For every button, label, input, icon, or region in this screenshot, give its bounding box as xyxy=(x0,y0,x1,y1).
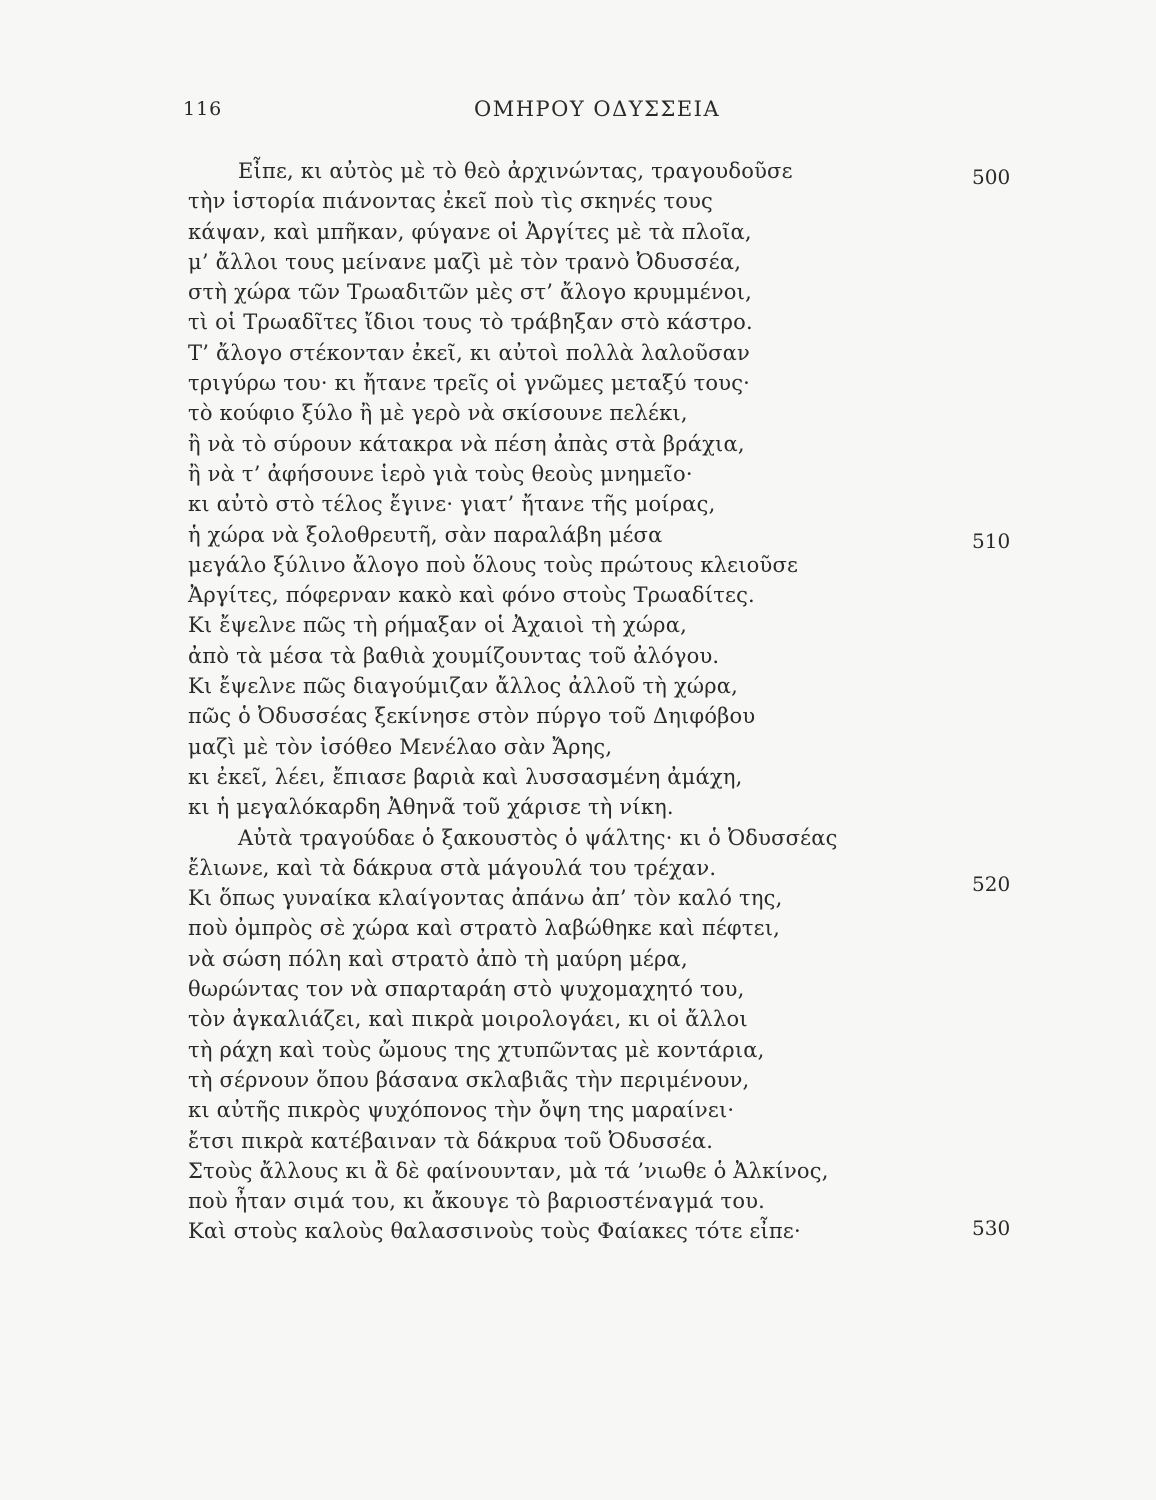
verse-line: κάψαν, καὶ μπῆκαν, φύγανε οἱ Ἀργίτες μὲ τὰ πλοῖα, xyxy=(188,219,752,244)
verse-line: ἀπὸ τὰ μέσα τὰ βαθιὰ χουμίζουντας τοῦ ἀλόγου. xyxy=(188,643,720,668)
verse-line: τὴ ράχη καὶ τοὺς ὤμους της χτυπῶντας μὲ κοντάρια, xyxy=(188,1037,765,1062)
verse-line: Τ’ ἄλογο στέκονταν ἐκεῖ, κι αὐτοὶ πολλὰ λαλοῦσαν xyxy=(188,340,750,365)
verse-line: μ’ ἄλλοι τους μείνανε μαζὶ μὲ τὸν τρανὸ Ὀδυσσέα, xyxy=(188,249,742,274)
verse-line: Κι ἔψελνε πῶς τὴ ρήμαξαν οἱ Ἀχαιοὶ τὴ χώρα, xyxy=(188,613,687,638)
verse-line: ἢ νὰ τ’ ἀφήσουνε ἱερὸ γιὰ τοὺς θεοὺς μνημεῖο· xyxy=(188,461,693,486)
running-title: ΟΜΗΡΟΥ ΟΔΥΣΣΕΙΑ xyxy=(474,97,721,121)
verse-line: Αὐτὰ τραγούδαε ὁ ξακουστὸς ὁ ψάλτης· κι ὁ Ὀδυσσέας xyxy=(238,825,838,850)
verse-line: ἔλιωνε, καὶ τὰ δάκρυα στὰ μάγουλά του τρέχαν. xyxy=(188,855,717,880)
verse-line: τὸ κούφιο ξύλο ἢ μὲ γερὸ νὰ σκίσουνε πελέκι, xyxy=(188,401,688,426)
verse-line: ἡ χώρα νὰ ξολοθρευτῆ, σὰν παραλάβη μέσα xyxy=(188,522,663,547)
line-number: 530 xyxy=(972,1216,1011,1240)
page-number: 116 xyxy=(183,98,223,120)
verse-line: Εἶπε, κι αὐτὸς μὲ τὸ θεὸ ἀρχινώντας, τραγουδοῦσε xyxy=(238,159,793,183)
verse-line: τὶ οἱ Τρωαδῖτες ἴδιοι τους τὸ τράβηξαν στὸ κάστρο. xyxy=(188,310,753,335)
verse-line: Καὶ στοὺς καλοὺς θαλασσινοὺς τοὺς Φαίακες τότε εἶπε· xyxy=(188,1219,801,1244)
verse-line: πῶς ὁ Ὀδυσσέας ξεκίνησε στὸν πύργο τοῦ Δηιφόβου xyxy=(188,704,756,729)
verse-line: Ἀργίτες, πόφερναν κακὸ καὶ φόνο στοὺς Τρωαδίτες. xyxy=(188,583,755,608)
verse-line: τὴ σέρνουν ὅπου βάσανα σκλαβιᾶς τὴν περιμένουν, xyxy=(188,1067,750,1092)
verse-line: κι αὐτῆς πικρὸς ψυχόπονος τὴν ὄψη της μαραίνει· xyxy=(188,1098,735,1123)
verse-line: ποὺ ὀμπρὸς σὲ χώρα καὶ στρατὸ λαβώθηκε καὶ πέφτει, xyxy=(188,916,781,941)
verse-line: τὴν ἱστορία πιάνοντας ἐκεῖ ποὺ τὶς σκηνές τους xyxy=(188,189,714,214)
verse-line: μεγάλο ξύλινο ἄλογο ποὺ ὅλους τοὺς πρώτους κλειοῦσε xyxy=(188,552,799,577)
verse-line: μαζὶ μὲ τὸν ἰσόθεο Μενέλαο σὰν Ἄρης, xyxy=(188,734,613,759)
verse-line: τὸν ἀγκαλιάζει, καὶ πικρὰ μοιρολογάει, κι οἱ ἄλλοι xyxy=(188,1007,748,1032)
verse-line: νὰ σώση πόλη καὶ στρατὸ ἀπὸ τὴ μαύρη μέρα, xyxy=(188,946,688,971)
verse-line: ποὺ ἦταν σιμά του, κι ἄκουγε τὸ βαριοστέναγμά του. xyxy=(188,1189,766,1214)
verse-body xyxy=(188,156,928,1247)
verse-line: θωρώντας τον νὰ σπαρταράη στὸ ψυχομαχητό του, xyxy=(188,977,745,1002)
verse-line: κι ἐκεῖ, λέει, ἔπιασε βαριὰ καὶ λυσσασμένη ἀμάχη, xyxy=(188,764,743,789)
verse-line: στὴ χώρα τῶν Τρωαδιτῶν μὲς στ’ ἄλογο κρυμμένοι, xyxy=(188,280,752,305)
verse-line: τριγύρω του· κι ἤτανε τρεῖς οἱ γνῶμες μεταξύ τους· xyxy=(188,371,751,396)
verse-line: Κι ὅπως γυναίκα κλαίγοντας ἀπάνω ἀπ’ τὸν καλό της, xyxy=(188,886,783,911)
verse-line: ἔτσι πικρὰ κατέβαιναν τὰ δάκρυα τοῦ Ὀδυσσέα. xyxy=(188,1128,714,1153)
line-number: 510 xyxy=(972,529,1011,553)
verse-line: κι ἡ μεγαλόκαρδη Ἀθηνᾶ τοῦ χάρισε τὴ νίκη. xyxy=(188,795,674,820)
verse-line: Κι ἔψελνε πῶς διαγούμιζαν ἄλλος ἀλλοῦ τὴ χώρα, xyxy=(188,674,739,699)
verse-line: Στοὺς ἄλλους κι ἂ δὲ φαίνουνταν, μὰ τά ’νιωθε ὁ Ἀλκίνος, xyxy=(188,1158,829,1183)
verse-line: κι αὐτὸ στὸ τέλος ἔγινε· γιατ’ ἤτανε τῆς μοίρας, xyxy=(188,492,716,517)
line-number: 500 xyxy=(972,165,1011,189)
verse-line: ἢ νὰ τὸ σύρουν κάτακρα νὰ πέση ἀπὰς στὰ βράχια, xyxy=(188,431,745,456)
line-number: 520 xyxy=(972,872,1011,896)
